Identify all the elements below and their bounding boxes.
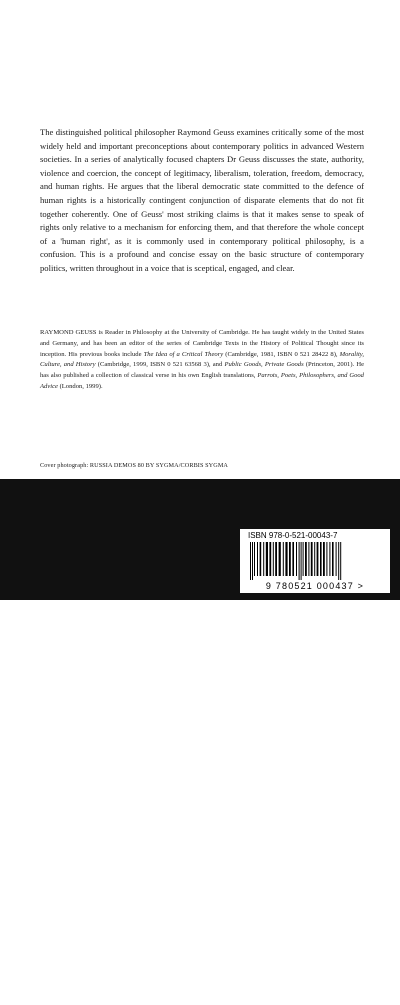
bio-text-5: (London, 1999). <box>57 382 103 390</box>
barcode-icon <box>248 542 382 580</box>
bio-text-4: (Princeton, 2001). He has also published a collection of classical verse in his own English translations, <box>40 361 365 380</box>
bio-text-2: (Cambridge, 1981, ISBN 0 521 28422 8), <box>223 350 340 358</box>
publisher-subtitle: UNIVERSITY PRESS <box>263 983 369 994</box>
publisher-band <box>0 479 400 1003</box>
publisher-logo <box>263 967 372 1005</box>
bio-title-4: Parrots, Poets, Philosophers, and Good Advice <box>40 372 364 390</box>
bio-title-3: Public Goods, Private Goods <box>224 361 304 369</box>
isbn-label: ISBN 978-0-521-00043-7 <box>248 531 338 540</box>
bio-title-1: The Idea of a Critical Theory <box>143 350 224 358</box>
ean-digits: 9 780521 000437 > <box>265 581 365 591</box>
barcode-panel <box>240 529 390 593</box>
bio-text-3: (Cambridge, 1999, ISBN 0 521 63568 3), and <box>95 361 225 369</box>
author-bio <box>40 328 364 393</box>
publisher-name: CAMBRIDGE <box>263 966 372 983</box>
bio-title-2: Morality, Culture, and History <box>40 350 364 369</box>
back-cover-blurb: The distinguished political philosopher Raymond Geuss examines critically some of the most widely held and important preconceptions about contemporary politics in advanced Western societies. In a series of analytically focused chapters Dr Geuss discusses the state, authority, violence and coercion, the concept of legitimacy, liberalism, toleration, freedom, democracy, and human rights. He argues that the liberal democratic state committed to the defence of human rights is a historically contingent conjunction of disparate elements that do not fit together coherently. One of Geuss' most striking claims is that it makes sense to speak of rights only relative to a mechanism for enforcing them, and that therefore the whole concept of a 'human right', as it is commonly used in contemporary political philosophy, is a confusion. This is a profound and concise essay on the basic structure of contemporary politics, written throughout in a voice that is sceptical, engaged, and clear. <box>40 127 364 273</box>
bio-text-1: RAYMOND GEUSS is Reader in Philosophy at the University of Cambridge. He has taught widely in the United States and Germany, and has been an editor of the series of Cambridge Texts in the History of Political Thought since its inception. His previous books include <box>40 329 364 358</box>
publisher-url: www.cambridge.org <box>263 996 325 1003</box>
cover-photo-credit: Cover photograph: RUSSIA DEMOS 80 BY SYGMA/CORBIS SYGMA <box>40 462 228 469</box>
